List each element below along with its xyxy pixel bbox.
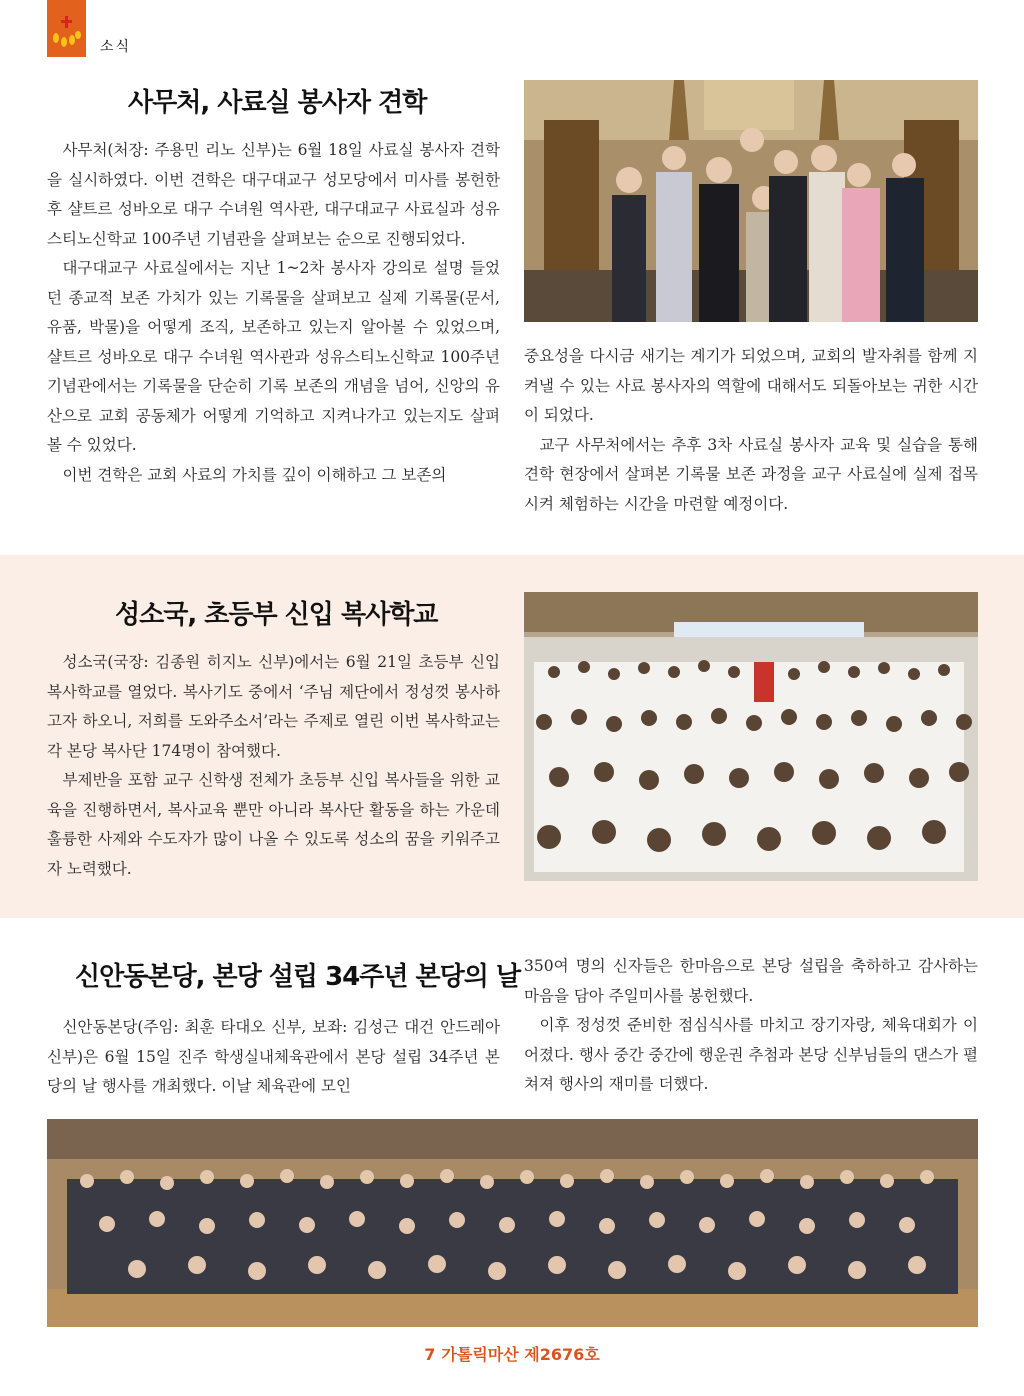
article3-right-column <box>524 952 978 1100</box>
article1-photo <box>524 80 978 322</box>
article1-left-column <box>47 136 500 490</box>
article2-paragraph: 부제반을 포함 교구 신학생 전체가 초등부 신입 복사들을 위한 교육을 진행하면서, 복사교육 뿐만 아니라 복사단 활동을 하는 가운데 훌륭한 사제와 수도자가 많이 나올 수 있도록 성소의 꿈을 키워주고자 노력했다. <box>47 771 500 878</box>
article1-paragraph: 이번 견학은 교회 사료의 가치를 깊이 이해하고 그 보존의 <box>62 465 447 484</box>
article2-column <box>47 648 500 884</box>
article1-title: 사무처, 사료실 봉사자 견학 <box>128 88 427 118</box>
section-label: 소식 <box>100 39 132 55</box>
article2-paragraph: 성소국(국장: 김종원 히지노 신부)에서는 6월 21일 초등부 신입 복사학교를 열었다. 복사기도 중에서 ‘주님 제단에서 정성껏 봉사하고자 하오니, 저희를 도와주소서’라는 주제로 열린 이번 복사학교는 각 본당 복사단 174명이 참여했다. <box>47 653 500 760</box>
article2-title: 성소국, 초등부 신입 복사학교 <box>115 600 438 630</box>
article1-right-column <box>524 342 978 519</box>
page-footer <box>0 1342 1024 1365</box>
magazine-logo <box>47 0 86 57</box>
article1-paragraph: 대구대교구 사료실에서는 지난 1~2차 봉사자 강의로 설명 들었던 종교적 보존 가치가 있는 기록물을 살펴보고 실제 기록물(문서, 유품, 박물)을 어떻게 조직, 보존하고 있는지 알아볼 수 있었으며, 샬트르 성바오로 대구 수녀원 역사관과 성유스티노신학교 100주년 기념관에서는 기록물을 단순히 기록 보존의 개념을 넘어, 신앙의 유산으로 교회 공동체가 어떻게 기억하고 지켜나가고 있는지도 살펴볼 수 있었다. <box>47 259 500 454</box>
article3-photo <box>47 1119 978 1327</box>
article3-left-column <box>47 1013 500 1102</box>
article2-photo <box>524 592 978 881</box>
article1-paragraph: 사무처(처장: 주용민 리노 신부)는 6월 18일 사료실 봉사자 견학을 실시하였다. 이번 견학은 대구대교구 성모당에서 미사를 봉헌한 후 샬트르 성바오로 대구 수녀원 역사관, 대구대교구 사료실과 성유스티노신학교 100주년 기념관을 살펴보는 순으로 진행되었다. <box>47 141 500 248</box>
article3-paragraph: 신안동본당(주임: 최훈 타대오 신부, 보좌: 김성근 대건 안드레아 신부)은 6월 15일 진주 학생실내체육관에서 본당 설립 34주년 본당의 날 행사를 개최했다. 이날 체육관에 모인 <box>47 1018 500 1095</box>
page-number: 7 <box>424 1345 436 1364</box>
article3-title: 신안동본당, 본당 설립 34주년 본당의 날 <box>75 962 521 992</box>
article3-paragraph: 350여 명의 신자들은 한마음으로 본당 설립을 축하하고 감사하는 마음을 담아 주일미사를 봉헌했다. <box>524 957 978 1005</box>
article3-paragraph: 이후 정성껏 준비한 점심식사를 마치고 장기자랑, 체육대회가 이어졌다. 행사 중간 중간에 행운권 추첨과 본당 신부님들의 댄스가 펼쳐져 행사의 재미를 더했다. <box>524 1016 978 1093</box>
publication-name: 가톨릭마산 제2676호 <box>441 1345 600 1364</box>
article1-paragraph: 중요성을 다시금 새기는 계기가 되었으며, 교회의 발자취를 함께 지켜낼 수 있는 사료 봉사자의 역할에 대해서도 되돌아보는 귀한 시간이 되었다. <box>524 347 978 424</box>
article1-paragraph: 교구 사무처에서는 추후 3차 사료실 봉사자 교육 및 실습을 통해 견학 현장에서 살펴본 기록물 보존 과정을 교구 사료실에 실제 접목시켜 체험하는 시간을 마련할 예정이다. <box>524 435 978 513</box>
